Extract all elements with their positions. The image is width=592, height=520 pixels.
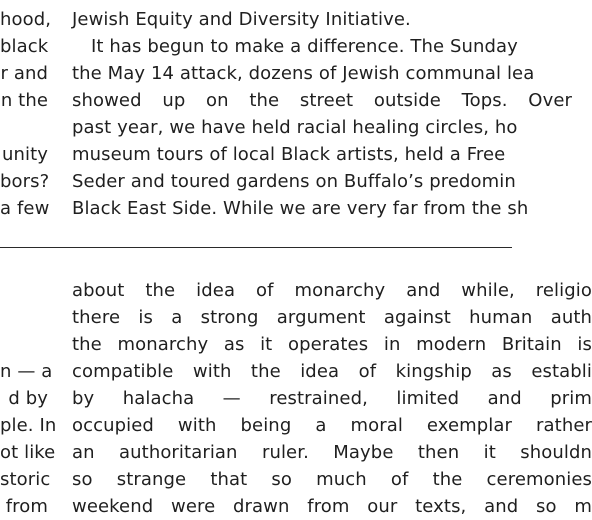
text-line: by halacha — restrained, limited and prim	[72, 388, 592, 409]
text-line: bors?	[0, 171, 50, 192]
text-line: past year, we have held racial healing circles, ho	[72, 117, 518, 138]
text-line: storic	[0, 469, 51, 490]
text-line: the monarchy as it operates in modern Britain is	[72, 334, 592, 355]
text-line: the May 14 attack, dozens of Jewish communal lea	[72, 63, 535, 84]
text-line: from	[5, 496, 48, 517]
upper-left-column	[0, 6, 52, 222]
text-line: weekend were drawn from our texts, and so m	[72, 496, 592, 517]
text-line	[0, 114, 48, 141]
text-line: Seder and toured gardens on Buffalo’s predomin	[72, 171, 516, 192]
lower-right-column	[72, 277, 592, 517]
text-line: a few	[0, 198, 50, 219]
text-line	[0, 304, 48, 331]
text-line: r and	[0, 63, 48, 84]
text-line: ple. In	[0, 415, 57, 436]
text-line: showed up on the street outside Tops. Over	[72, 90, 572, 111]
text-line: n the	[0, 90, 48, 111]
paragraph-first-line: It has begun to make a difference. The Sunday	[91, 36, 518, 57]
text-line: d by	[8, 388, 48, 409]
text-line: compatible with the idea of kingship as establi	[72, 361, 592, 382]
text-line: hood,	[0, 9, 52, 30]
lower-left-column	[0, 277, 57, 517]
text-line	[0, 277, 48, 304]
text-line: black	[0, 36, 49, 57]
text-line: Black East Side. While we are very far from the sh	[72, 198, 529, 219]
text-line: there is a strong argument against human auth	[72, 307, 592, 328]
section-divider	[0, 247, 512, 248]
text-line: so strange that so much of the ceremonies	[72, 469, 592, 490]
text-line: unity	[1, 144, 48, 165]
text-line: museum tours of local Black artists, held a Free	[72, 144, 506, 165]
text-line: n — a	[0, 361, 53, 382]
text-line: ot like	[0, 442, 56, 463]
text-line: occupied with being a moral exemplar rather	[72, 415, 592, 436]
text-line	[0, 331, 48, 358]
text-line: an authoritarian ruler. Maybe then it shouldn	[72, 442, 592, 463]
text-line: about the idea of monarchy and while, religio	[72, 280, 592, 301]
upper-right-column	[72, 6, 572, 222]
text-line: Jewish Equity and Diversity Initiative.	[72, 9, 411, 30]
